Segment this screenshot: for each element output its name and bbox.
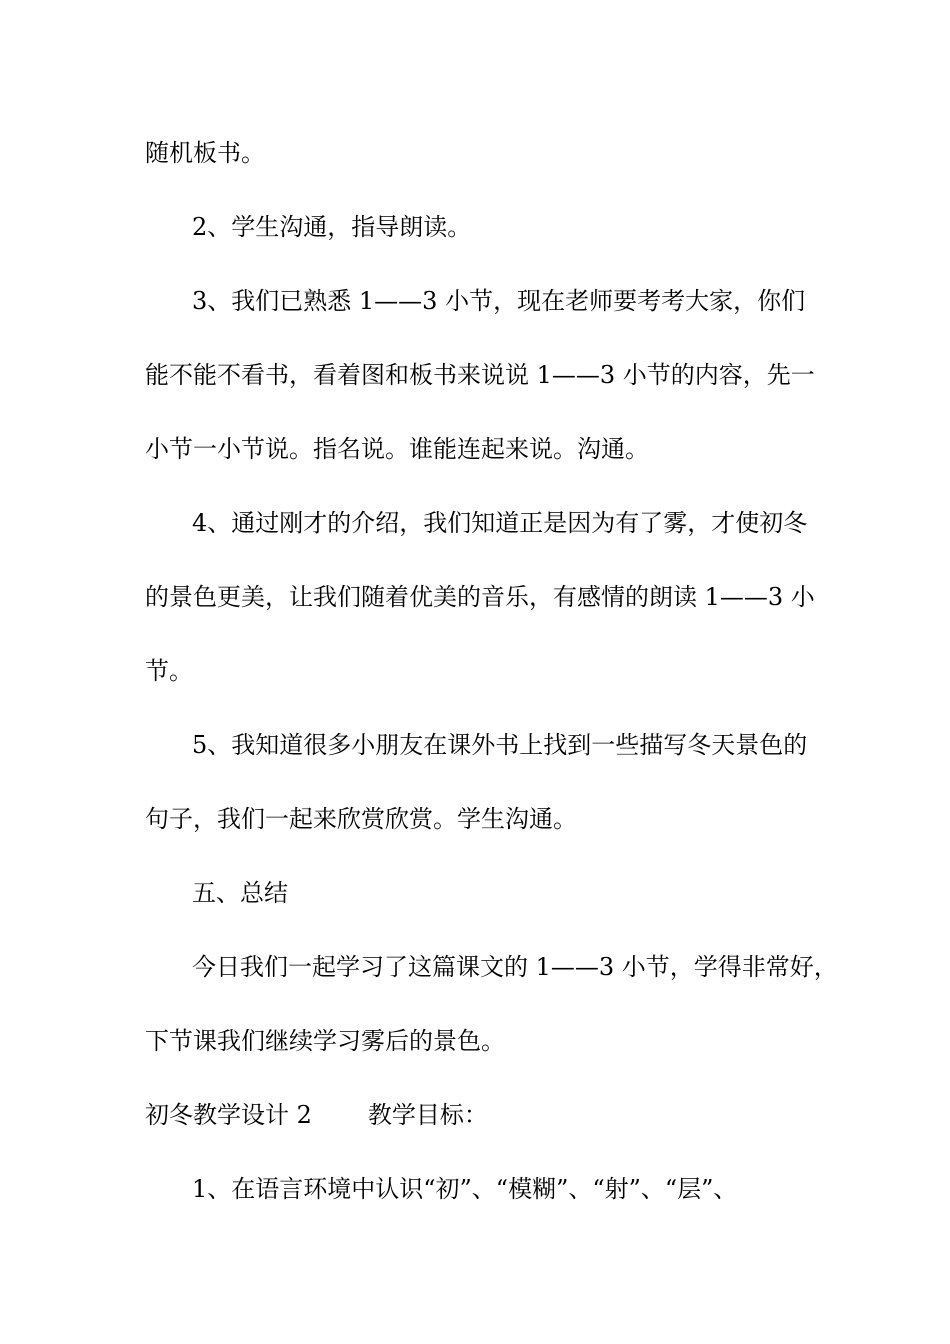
paragraph-line: 的景色更美，让我们随着优美的音乐，有感情的朗读 1——3 小 [145,583,815,611]
section-heading: 五、总结 [192,879,288,907]
paragraph-line: 小节一小节说。指名说。谁能连起来说。沟通。 [145,435,649,463]
paragraph-line: 2、学生沟通，指导朗读。 [192,213,472,241]
design-subtitle: 教学目标： [367,1101,488,1129]
paragraph-line: 3、我们已熟悉 1——3 小节，现在老师要考考大家，你们 [192,287,806,315]
paragraph-line: 5、我知道很多小朋友在课外书上找到一些描写冬天景色的 [192,731,808,759]
design-title-line [145,1100,488,1130]
paragraph-line: 随机板书。 [145,139,265,167]
paragraph-line: 4、通过刚才的介绍，我们知道正是因为有了雾，才使初冬 [192,509,808,537]
paragraph-line: 能不能不看书，看着图和板书来说说 1——3 小节的内容，先一 [145,361,815,389]
paragraph-line: 下节课我们继续学习雾后的景色。 [145,1027,505,1055]
paragraph-line: 1、在语言环境中认识“初”、“模糊”、“射”、“层”、 [192,1175,738,1203]
paragraph-line: 今日我们一起学习了这篇课文的 1——3 小节，学得非常好， [192,953,838,981]
design-title: 初冬教学设计 2 [145,1101,312,1129]
paragraph-line: 节。 [145,657,193,685]
paragraph-line: 句子，我们一起来欣赏欣赏。学生沟通。 [145,805,577,833]
